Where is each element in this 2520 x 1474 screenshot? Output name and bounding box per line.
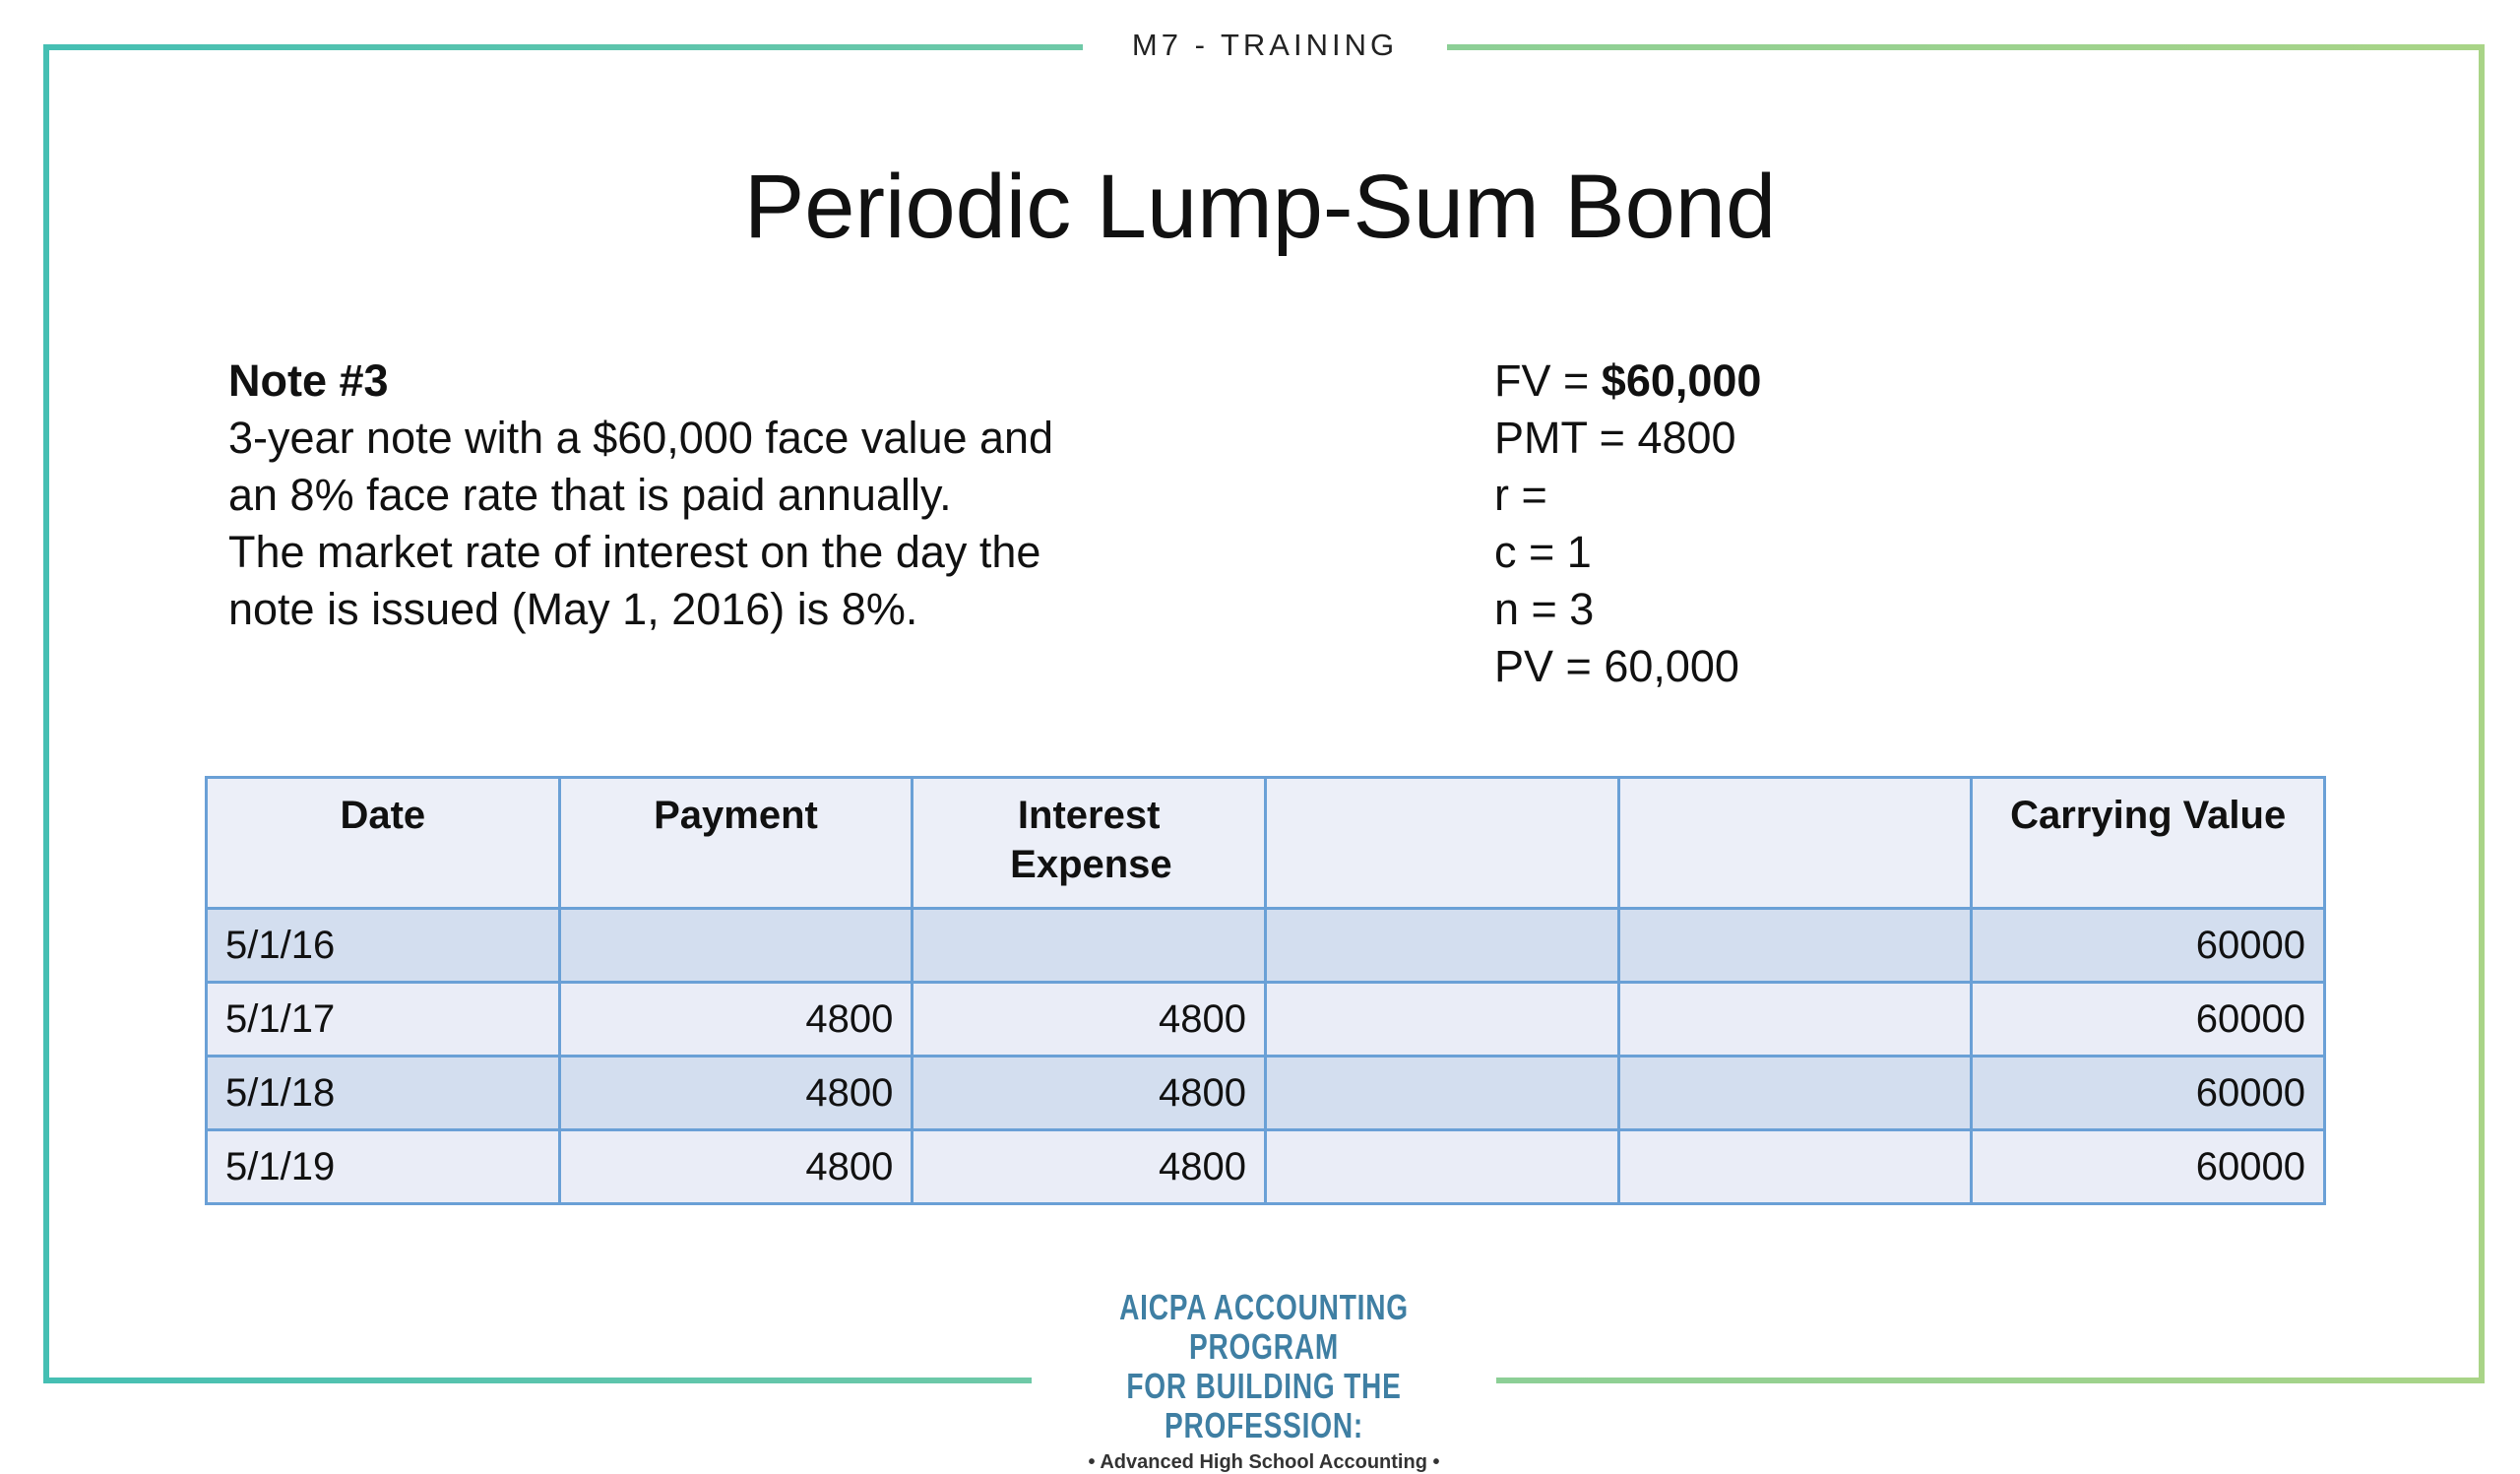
cell-payment: 4800 xyxy=(559,983,913,1057)
header-label: M7 - TRAINING xyxy=(1131,28,1399,62)
pmt-line: PMT = 4800 xyxy=(1494,413,1736,463)
note-line: The market rate of interest on the day the xyxy=(228,527,1041,577)
cell-carrying-value: 60000 xyxy=(1972,909,2325,983)
note-line: 3-year note with a $60,000 face value and xyxy=(228,413,1054,463)
cell-date: 5/1/16 xyxy=(207,909,560,983)
logo-subtitle: • Advanced High School Accounting • xyxy=(1088,1451,1440,1473)
header-blank-2 xyxy=(1618,778,1972,909)
cell-blank xyxy=(1265,1057,1618,1130)
slide-title: Periodic Lump-Sum Bond xyxy=(743,157,1777,257)
cell-blank xyxy=(1265,1130,1618,1204)
cell-date: 5/1/19 xyxy=(207,1130,560,1204)
c-line: c = 1 xyxy=(1494,527,1592,577)
pv-line: PV = 60,000 xyxy=(1494,641,1739,691)
cell-date: 5/1/18 xyxy=(207,1057,560,1130)
cell-blank xyxy=(1265,909,1618,983)
cell-interest xyxy=(913,909,1266,983)
fv-value: $60,000 xyxy=(1601,355,1762,406)
cell-blank xyxy=(1618,1057,1972,1130)
cell-interest: 4800 xyxy=(913,1057,1266,1130)
r-line: r = xyxy=(1494,470,1547,520)
note-line: note is issued (May 1, 2016) is 8%. xyxy=(228,584,918,634)
cell-interest: 4800 xyxy=(913,1130,1266,1204)
logo-line-1: AICPA ACCOUNTING PROGRAM xyxy=(1119,1287,1409,1367)
header-blank-1 xyxy=(1265,778,1618,909)
header-date: Date xyxy=(207,778,560,909)
logo-line-2: FOR BUILDING THE PROFESSION: xyxy=(1126,1366,1402,1445)
cell-payment xyxy=(559,909,913,983)
table-row xyxy=(207,1057,2325,1130)
fv-label: FV = xyxy=(1494,355,1602,406)
variables-block xyxy=(1494,352,2085,695)
header-payment: Payment xyxy=(559,778,913,909)
table-header-row xyxy=(207,778,2325,909)
note-heading: Note #3 xyxy=(228,355,389,406)
amortization-table xyxy=(205,776,2326,1205)
frame-bottom-left xyxy=(43,1378,1032,1383)
cell-date: 5/1/17 xyxy=(207,983,560,1057)
cell-carrying-value: 60000 xyxy=(1972,983,2325,1057)
aicpa-logo xyxy=(1032,1288,1496,1474)
header-carrying-value: Carrying Value xyxy=(1972,778,2325,909)
frame-top-right xyxy=(1447,44,2485,50)
cell-carrying-value: 60000 xyxy=(1972,1130,2325,1204)
table-row xyxy=(207,983,2325,1057)
note-line: an 8% face rate that is paid annually. xyxy=(228,470,952,520)
cell-blank xyxy=(1618,909,1972,983)
cell-blank xyxy=(1618,983,1972,1057)
header-interest-expense: Interest Expense xyxy=(913,778,1266,909)
table-row xyxy=(207,909,2325,983)
cell-payment: 4800 xyxy=(559,1130,913,1204)
frame-top-left xyxy=(43,44,1083,50)
table-row xyxy=(207,1130,2325,1204)
cell-carrying-value: 60000 xyxy=(1972,1057,2325,1130)
fv-line xyxy=(1494,352,2085,410)
cell-blank xyxy=(1618,1130,1972,1204)
cell-interest: 4800 xyxy=(913,983,1266,1057)
cell-blank xyxy=(1265,983,1618,1057)
note-block xyxy=(228,352,1213,638)
frame-bottom-right xyxy=(1496,1378,2485,1383)
n-line: n = 3 xyxy=(1494,584,1595,634)
cell-payment: 4800 xyxy=(559,1057,913,1130)
